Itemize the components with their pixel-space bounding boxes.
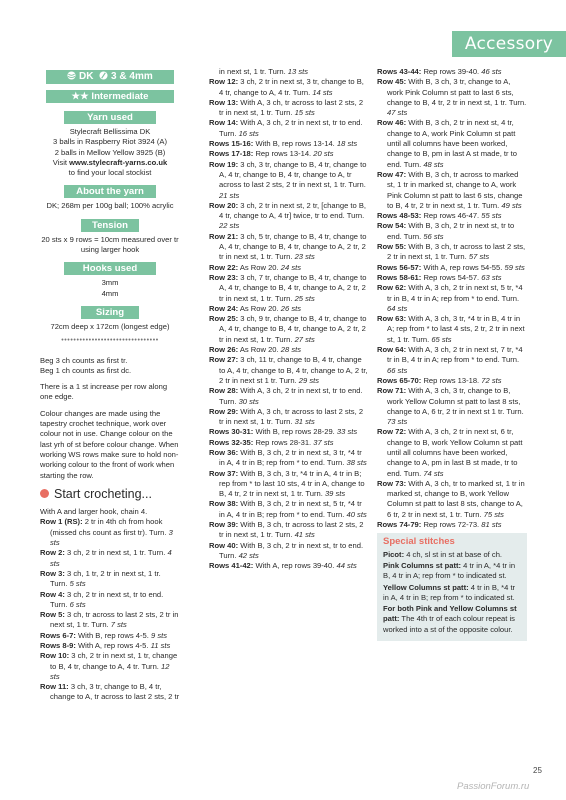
row-instructions: With B, 3 ch, tr across to marked st, 1 tr in marked st, change to A, work Pink Column st patt to last 6 sts, change to B, 4 tr, 2 tr in next st, 1 tr. Turn.	[387, 169, 523, 210]
stitch-count: 33 sts	[336, 427, 358, 437]
stitch-count: 66 sts	[387, 365, 408, 375]
pattern-row	[209, 345, 369, 355]
stitch-count: 39 sts	[324, 489, 346, 499]
pattern-row	[377, 273, 527, 283]
row-label: Rows 32-35:	[209, 437, 254, 447]
pattern-row	[377, 211, 527, 221]
pattern-row	[377, 118, 527, 169]
pattern-row	[377, 77, 527, 118]
tension-heading: Tension	[81, 219, 139, 232]
row-label: Row 19:	[209, 159, 239, 169]
stitch-count: 11 sts	[150, 640, 171, 650]
row-label: Row 54:	[377, 221, 407, 231]
stitch-count: 46 sts	[481, 67, 502, 76]
row-label: Row 27:	[209, 355, 239, 365]
row-instructions: As Row 20.	[238, 303, 279, 313]
stitch-count: 59 sts	[504, 262, 525, 272]
hook-item: 3mm	[101, 278, 119, 288]
row-instructions: With A, 3 ch, 2 tr in next st, tr to end. Turn.	[219, 118, 363, 138]
row-instructions: 3 ch, 1 tr, 2 tr in next st, 1 tr. Turn.	[50, 568, 161, 589]
row-instructions: With A, 3 ch, tr to marked st, 1 tr in marked st, change to B, work Yellow Column st patt to last 8 sts, change to A, 6 tr, 2 tr in next st, 1 tr. Turn.	[387, 478, 525, 519]
row-label: Rows 17-18:	[209, 149, 254, 159]
yarn-details	[40, 127, 180, 178]
yarn-line: Stylecraft Bellissima DK	[69, 127, 151, 136]
special-stitch-text: 4 tr in B, *4 tr in A, 4 tr in B; rep from * to indicated st.	[383, 582, 516, 602]
stitch-count: 47 sts	[387, 108, 408, 118]
row-instructions: 3 ch, 11 tr, change to B, 4 tr, change to A, 4 tr, change to B, 4 tr, change to A, 2 tr, 2 tr in next st 1 tr. Turn.	[219, 355, 368, 385]
row-label: Rows 74-79:	[377, 520, 422, 530]
row-instructions: 3 ch, tr across to last 2 sts, 2 tr in next st, 1 tr. Turn.	[50, 610, 179, 630]
row-instructions: Rep rows 46-47.	[421, 211, 480, 221]
row-instructions: With B, 3 ch, 2 tr in next st, tr to end. Turn.	[387, 221, 515, 241]
bullet-dot-icon	[40, 489, 49, 498]
stitch-count: 3 sts	[50, 527, 173, 548]
row-instructions: Rep rows 72-73.	[421, 520, 480, 530]
row-label: Row 23:	[209, 272, 239, 282]
row-label: Row 1 (RS):	[40, 517, 83, 527]
watermark: PassionForum.ru	[457, 781, 530, 792]
special-stitch-label: For both Pink and Yellow Columns st patt:	[383, 604, 517, 624]
row-label: Row 28:	[209, 386, 239, 396]
stitch-count: 72 sts	[481, 375, 502, 385]
pattern-row	[209, 263, 369, 273]
row-label: Row 45:	[377, 77, 407, 87]
pattern-column-c	[377, 67, 527, 641]
row-instructions: 3 ch, 7 tr, change to B, 4 tr, change to A, 4 tr, change to B, 4 tr, change to A, 2 tr, 2 tr in next st, 1 tr. Turn.	[219, 272, 367, 303]
yarn-visit: Visit www.stylecraft-yarns.co.uk	[52, 157, 168, 167]
stitch-count: 5 sts	[69, 579, 86, 589]
stitch-count: 48 sts	[423, 159, 444, 169]
pattern-row	[209, 77, 369, 98]
special-stitch-label: Yellow Columns st patt:	[383, 582, 469, 592]
note-paragraph: There is a 1 st increase per row along one edge.	[40, 382, 168, 402]
row-label: Rows 48-53:	[377, 211, 422, 221]
yarn-stockist: to find your local stockist	[68, 168, 152, 178]
stitch-count: 16 sts	[238, 128, 259, 138]
pattern-row	[209, 541, 369, 562]
row-instructions: With B, 3 ch, 2 tr in next st, 4 tr, change to A, work Pink Column st patt until all columns have been worked, change to B, pm in last A st made, tr to end. Turn.	[387, 118, 518, 169]
row-label: Row 13:	[209, 97, 239, 107]
stitch-count: 21 sts	[219, 190, 240, 200]
stitch-count: 9 sts	[151, 630, 168, 640]
about-yarn-heading: About the yarn	[64, 185, 156, 198]
pattern-row	[377, 376, 527, 386]
pattern-row	[377, 242, 527, 263]
stitch-count: 31 sts	[294, 417, 315, 427]
pattern-row	[377, 67, 527, 77]
pattern-row	[377, 427, 527, 478]
row-label: Row 64:	[377, 345, 407, 355]
row-instructions: With B, 3 ch, 3 tr, change to A, work Pink Column st patt to last 6 sts, change to B, 4 tr, 2 tr in next st, 1 tr. Turn.	[387, 77, 527, 107]
stitch-count: 25 sts	[294, 293, 315, 303]
pattern-row	[209, 499, 369, 520]
row-instructions: With A, 3 ch, tr across to last 2 sts, 2 tr in next st, 1 tr. Turn.	[219, 406, 364, 427]
stitch-count: 12 sts	[50, 661, 170, 681]
pattern-row	[40, 651, 180, 682]
stitch-count: 41 sts	[294, 530, 315, 540]
pattern-row	[209, 139, 369, 149]
row-instructions: 2 tr in 4th ch from hook (missed chs count as first tr). Turn.	[50, 517, 167, 537]
row-instructions: Rep rows 13-18.	[421, 375, 480, 385]
special-stitch-text: 4 ch, sl st in st at base of ch.	[404, 549, 503, 559]
stitch-count: 24 sts	[280, 262, 302, 272]
row-label: Row 21:	[209, 231, 239, 241]
pattern-row	[209, 273, 369, 304]
yarn-line: 3 balls in Raspberry Riot 3924 (A)	[53, 137, 167, 147]
section-tab: Accessory	[452, 31, 566, 57]
pattern-row	[377, 386, 527, 427]
row-instructions: With B, rep rows 13-14.	[253, 139, 335, 149]
difficulty-level: Intermediate	[91, 91, 149, 102]
pattern-row	[209, 438, 369, 448]
difficulty-badge	[46, 90, 174, 103]
row-label: Row 14:	[209, 118, 239, 128]
row-instructions: Rep rows 54-57.	[421, 272, 480, 282]
row-instructions: With A, 3 ch, 2 tr in next st, tr to end. Turn.	[219, 386, 363, 406]
row-label: Row 62:	[377, 283, 407, 293]
special-stitch-label: Pink Columns st patt:	[383, 560, 462, 570]
hook-icon	[99, 71, 108, 84]
pattern-column-b	[209, 67, 369, 572]
row-label: Row 40:	[209, 540, 239, 550]
about-yarn-text: DK; 268m per 100g ball; 100% acrylic	[46, 201, 174, 211]
row-label: Rows 41-42:	[209, 561, 254, 571]
row-label: Row 2:	[40, 548, 65, 558]
pattern-row	[209, 469, 369, 500]
row-label: Row 24:	[209, 303, 239, 313]
row-label: Rows 8-9:	[40, 640, 76, 650]
row-instructions: With B, 3 ch, 2 tr in next st, 3 tr, *4 tr in A, 4 tr in B; rep from * to end. Turn.	[219, 447, 362, 468]
row-instructions: With B, 3 ch, 2 tr in next st, tr to end. Turn.	[219, 540, 364, 560]
stitch-count: 40 sts	[346, 509, 367, 519]
row-instructions: 3 ch, 2 tr in next st, 1 tr. Turn.	[64, 548, 166, 558]
row-instructions: 3 ch, 5 tr, change to B, 4 tr, change to A, 4 tr, change to B, 4 tr, change to A, 2 tr, 2 tr in next st, 1 tr. Turn.	[219, 231, 367, 262]
row-label: Row 5:	[40, 610, 65, 620]
pattern-row	[209, 314, 369, 345]
start-heading: Start crocheting...	[40, 489, 180, 499]
stitch-count: 30 sts	[238, 396, 259, 406]
pattern-row	[40, 548, 180, 569]
pattern-row	[209, 98, 369, 119]
row-label: Row 46:	[377, 118, 407, 128]
row-instructions: 3 ch, 2 tr in next st, 1 tr, change to B, 4 tr, change to A, 4 tr. Turn.	[50, 651, 178, 671]
pattern-row	[377, 345, 527, 376]
pattern-row	[40, 610, 180, 631]
stitch-count: 14 sts	[312, 87, 333, 97]
pattern-row	[209, 201, 369, 232]
stitch-count: 7 sts	[110, 620, 127, 630]
row-instructions: With A, 3 ch, 2 tr in next st, 5 tr, *4 tr in B, 4 tr in A; rep from * to end. Turn.	[387, 283, 523, 303]
row-instructions: 3 ch, 2 tr in next st, 2 tr, [change to B, 4 tr, change to A, 4 tr] twice, tr to end. Turn.	[219, 200, 367, 221]
row-label: Rows 15-16:	[209, 139, 254, 149]
note-paragraph: Beg 3 ch counts as first tr. Beg 1 ch counts as first dc.	[40, 355, 132, 375]
row-instructions: With A, 3 ch, 3 tr, change to B, work Yellow Column st patt to last 8 sts, change to A, 6 tr, 2 tr in next st 1 tr. Turn.	[387, 386, 524, 416]
pattern-row	[209, 561, 369, 571]
row-label: Row 37:	[209, 468, 239, 478]
pattern-row-continuation: in next st, 1 tr. Turn. 13 sts	[219, 67, 309, 76]
row-label: Row 39:	[209, 520, 239, 530]
row-instructions: With A, 3 ch, tr across to last 2 sts, 2 tr in next st, 1 tr. Turn.	[219, 97, 364, 118]
stitch-count: 28 sts	[280, 345, 302, 355]
stitch-count: 38 sts	[346, 458, 367, 468]
row-instructions: 3 ch, 2 tr in next st, 3 tr, change to B, 4 tr, change to A, 4 tr. Turn.	[219, 77, 364, 97]
row-instructions: With A, 3 ch, 2 tr in next st, 6 tr, change to B, work Yellow Column st patt until all columns have been worked, change to A, pm in last B st made, tr to end. Turn.	[387, 427, 523, 478]
pattern-rows-b	[209, 77, 369, 571]
hooks-list	[40, 278, 180, 299]
row-instructions: 3 ch, 2 tr in next st, tr to end. Turn.	[50, 589, 164, 609]
yarn-line: 2 balls in Mellow Yellow 3925 (B)	[54, 147, 166, 157]
sizing-text: 72cm deep x 172cm (longest edge)	[50, 321, 170, 331]
stitch-count: 22 sts	[219, 221, 240, 231]
pattern-row	[209, 448, 369, 469]
row-label: Row 26:	[209, 345, 239, 355]
row-instructions: With A, 3 ch, 3 tr, *4 tr in B, 4 tr in A; rep from * to last 4 sts, 2 tr, 2 tr in next st, 1 tr. Turn.	[387, 314, 525, 344]
row-instructions: Rep rows 39-40.	[421, 67, 480, 76]
dotted-divider: ••••••••••••••••••••••••••••••••	[61, 337, 159, 345]
stitch-count: 37 sts	[313, 437, 334, 447]
row-label: Row 11:	[40, 682, 69, 692]
row-instructions: As Row 20.	[238, 345, 279, 355]
stitch-count: 73 sts	[387, 417, 408, 427]
difficulty-stars: ★★	[71, 91, 89, 102]
special-stitches-title: Special stitches	[383, 536, 455, 548]
stitch-count: 55 sts	[481, 211, 502, 221]
row-instructions: With A, rep rows 54-55.	[421, 262, 503, 272]
stitch-count: 20 sts	[313, 149, 334, 159]
pattern-row	[377, 283, 527, 314]
yarn-url[interactable]: www.stylecraft-yarns.co.uk	[69, 157, 168, 167]
row-label: Row 55:	[377, 242, 407, 252]
stitch-count: 65 sts	[431, 334, 452, 344]
row-label: Row 22:	[209, 262, 239, 272]
stitch-count: 27 sts	[294, 334, 315, 344]
yarn-weight: DK	[79, 71, 94, 82]
pattern-row	[209, 407, 369, 428]
row-label: Row 73:	[377, 478, 407, 488]
row-label: Row 3:	[40, 568, 65, 578]
special-stitch-label: Picot:	[383, 549, 405, 559]
row-label: Row 71:	[377, 386, 407, 396]
row-label: Rows 58-61:	[377, 272, 422, 282]
special-stitch-item	[383, 583, 521, 604]
special-stitch-item	[383, 561, 521, 582]
row-label: Rows 65-70:	[377, 375, 422, 385]
pattern-row	[377, 170, 527, 211]
pattern-row	[209, 355, 369, 386]
stitch-count: 49 sts	[501, 200, 522, 210]
row-instructions: With A, rep rows 39-40.	[253, 561, 335, 571]
special-stitch-item	[383, 604, 521, 635]
stitch-count: 23 sts	[294, 252, 315, 262]
pattern-row	[377, 314, 527, 345]
pattern-row	[209, 118, 369, 139]
pattern-row	[377, 263, 527, 273]
hook-size: 3 & 4mm	[111, 71, 153, 82]
row-instructions: With A, rep rows 4-5.	[75, 640, 149, 650]
stitch-count: 15 sts	[294, 108, 315, 118]
pattern-row	[209, 160, 369, 201]
row-instructions: 3 ch, 9 tr, change to B, 4 tr, change to A, 4 tr, change to B, 4 tr, change to A, 2 tr, 2 tr in next st, 1 tr. Turn.	[219, 314, 367, 344]
stitch-count: 26 sts	[280, 303, 302, 313]
stitch-count: 64 sts	[387, 303, 408, 313]
row-label: Row 38:	[209, 499, 239, 509]
pattern-row	[209, 427, 369, 437]
pattern-row	[40, 590, 180, 611]
pattern-row	[40, 631, 180, 641]
row-instructions: 3 ch, 3 tr, change to B, 4 tr, change to A, tr across to last 2 sts, 2 tr	[50, 682, 180, 702]
stitch-count: 63 sts	[481, 272, 502, 282]
row-instructions: With B, 3 ch, tr across to last 2 sts, 2 tr in next st, 1 tr. Turn.	[387, 242, 526, 262]
stitch-count: 29 sts	[298, 375, 320, 385]
pattern-row	[40, 682, 180, 703]
note-paragraph: Colour changes are made using the tapestry crochet technique, work over colour not in use. Change colour on the last yrh of st before colour change. When working WS rows make sure to hold non-working colour to the front of work when starting the row.	[40, 408, 179, 480]
stitch-count: 75 sts	[483, 509, 504, 519]
row-instructions: Rep rows 28-31.	[253, 437, 312, 447]
tension-text: 20 sts x 9 rows = 10cm measured over tr using larger hook	[41, 234, 179, 255]
pattern-row	[40, 569, 180, 590]
row-label: Row 10:	[40, 651, 70, 661]
special-stitches-panel	[377, 533, 527, 641]
stitch-count: 81 sts	[481, 520, 502, 530]
pattern-row	[209, 149, 369, 159]
weight-hook-badge	[46, 70, 174, 84]
row-label: Row 12:	[209, 77, 239, 87]
row-instructions: With B, 3 ch, 2 tr in next st, 5 tr, *4 tr in A, 4 tr in B; rep from * to end. Turn.	[219, 499, 362, 519]
pattern-row	[40, 641, 180, 651]
special-stitch-text: The 4th tr of each colour repeat is worked into a st of the opposite colour.	[383, 614, 515, 634]
row-label: Row 20:	[209, 200, 239, 210]
row-label: Row 47:	[377, 169, 407, 179]
hook-item: 4mm	[101, 288, 119, 298]
hooks-heading: Hooks used	[64, 262, 156, 275]
row-label: Row 63:	[377, 314, 407, 324]
stitch-count: 74 sts	[423, 468, 444, 478]
stitch-count: 4 sts	[50, 548, 172, 568]
row-instructions: With B, rep rows 28-29.	[253, 427, 335, 437]
row-instructions: With B, 3 ch, tr across to last 2 sts, 2 tr in next st, 1 tr. Turn.	[219, 520, 364, 540]
yarn-heading: Yarn used	[64, 111, 156, 124]
special-stitches-list	[383, 550, 521, 635]
row-label: Rows 6-7:	[40, 630, 76, 640]
special-stitch-item	[383, 550, 521, 560]
row-instructions: With B, rep rows 4-5.	[75, 630, 149, 640]
stitch-count: 57 sts	[468, 252, 490, 262]
row-label: Row 72:	[377, 427, 407, 437]
start-intro: With A and larger hook, chain 4.	[40, 507, 148, 517]
special-stitch-text: 4 tr in A, *4 tr in B, 4 tr in A; rep from * to indicated st.	[383, 560, 516, 581]
row-label: Rows 56-57:	[377, 262, 422, 272]
row-label: Row 25:	[209, 314, 239, 324]
row-instructions: 3 ch, 3 tr, change to B, 4 tr, change to A, 4 tr, change to B, 4 tr, change to A, tr across to last 2 sts, 2 tr in next st, 1 tr. Turn.	[219, 159, 367, 190]
pattern-row	[209, 520, 369, 541]
yarn-ball-icon	[67, 71, 76, 84]
stitch-count: 42 sts	[238, 550, 259, 560]
row-instructions: Rep rows 13-14.	[253, 149, 312, 159]
row-instructions: With A, 3 ch, 2 tr in next st, 7 tr, *4 tr in B, 4 tr in A; rep from * to end. Turn.	[387, 345, 523, 365]
pattern-row	[40, 517, 180, 548]
pattern-row	[209, 232, 369, 263]
row-instructions: With B, 3 ch, 3 tr, *4 tr in A, 4 tr in B; rep from * to last 10 sts, 4 tr in A, change to B, 4 tr, 2 tr in next st, 1 tr. Turn.	[219, 468, 365, 499]
info-column	[40, 70, 180, 703]
row-label: Row 29:	[209, 406, 239, 416]
pattern-rows-c	[377, 67, 527, 530]
pattern-rows-a	[40, 517, 180, 702]
stitch-count: 56 sts	[423, 231, 444, 241]
row-instructions: As Row 20.	[238, 262, 279, 272]
stitch-count: 44 sts	[336, 561, 357, 571]
row-label: Row 36:	[209, 447, 239, 457]
stitch-count: 18 sts	[336, 139, 358, 149]
pattern-row	[377, 520, 527, 530]
row-label: Row 4:	[40, 589, 65, 599]
pattern-row	[209, 386, 369, 407]
pattern-row	[377, 479, 527, 520]
pattern-row	[209, 304, 369, 314]
stitch-count: 6 sts	[69, 599, 86, 609]
pattern-row	[377, 221, 527, 242]
row-label: Rows 30-31:	[209, 427, 254, 437]
row-label: Rows 43-44:	[377, 67, 422, 76]
sizing-heading: Sizing	[81, 306, 139, 319]
page-number: 25	[533, 766, 542, 775]
